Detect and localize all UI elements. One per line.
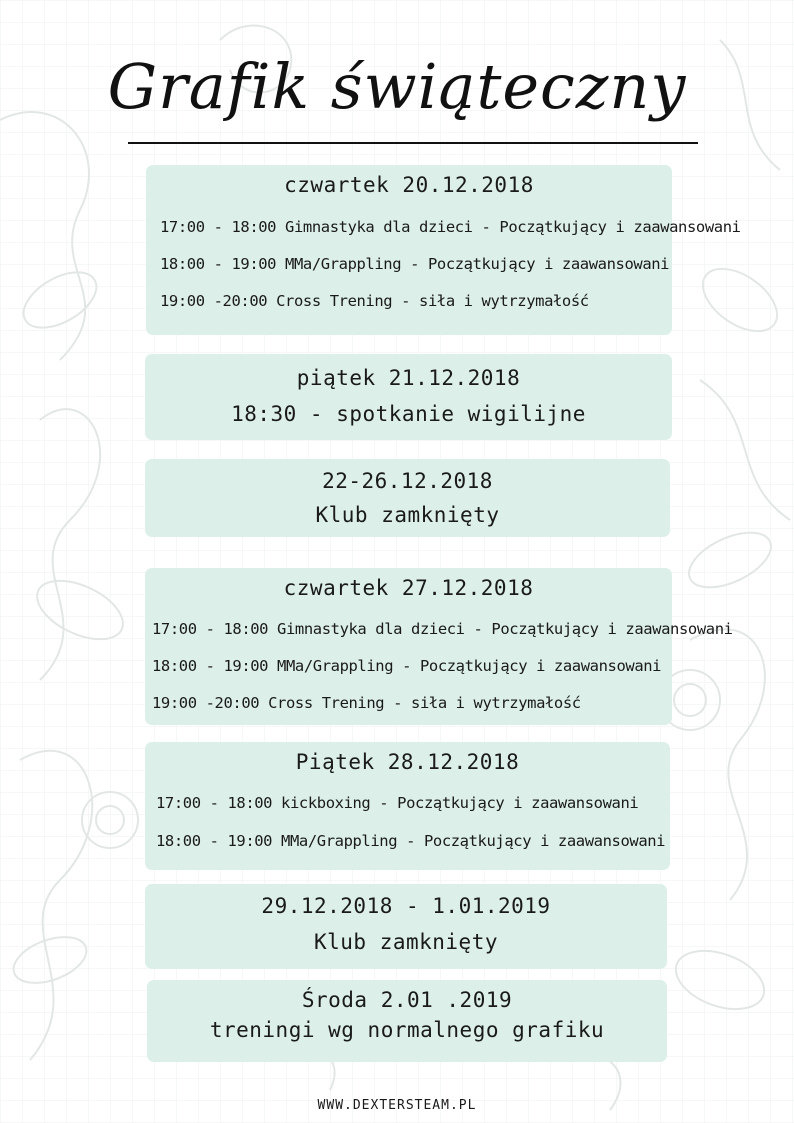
schedule-card-thursday-27 [145,568,733,725]
card-heading: Środa 2.01 .2019 [301,988,513,1012]
schedule-card-wednesday-02 [147,980,667,1062]
card-subtext: Klub zamknięty [315,503,500,527]
card-heading: piątek 21.12.2018 [296,366,521,390]
title-underline [128,142,698,144]
card-heading: 29.12.2018 - 1.01.2019 [261,894,551,918]
schedule-card-thursday-20 [146,165,741,335]
schedule-card-friday-21 [145,354,672,440]
card-subtext: Klub zamknięty [313,930,498,954]
schedule-line: 18:00 - 19:00 MMa/Grappling - Początkujący i zaawansowani [160,255,670,273]
schedule-line: 18:00 - 19:00 MMa/Grappling - Początkujący i zaawansowani [152,657,662,675]
card-heading: czwartek 20.12.2018 [284,173,534,197]
schedule-line: 17:00 - 18:00 Gimnastyka dla dzieci - Początkujący i zaawansowani [152,620,733,638]
schedule-card-closed-22-26 [145,459,670,537]
schedule-line: 17:00 - 18:00 Gimnastyka dla dzieci - Początkujący i zaawansowani [160,218,741,236]
card-heading: czwartek 27.12.2018 [283,576,534,600]
website-link[interactable]: WWW.DEXTERSTEAM.PL [317,1098,477,1113]
schedule-card-closed-29-01 [145,884,667,969]
card-heading: Piątek 28.12.2018 [295,750,520,774]
card-subtext: 18:30 - spotkanie wigilijne [231,402,586,426]
schedule-line: 19:00 -20:00 Cross Trening - siła i wytrzymałość [152,694,581,712]
schedule-card-friday-28 [145,742,670,870]
page-title: Grafik świąteczny [107,50,687,123]
schedule-line: 17:00 - 18:00 kickboxing - Początkujący i zaawansowani [156,794,639,812]
card-heading: 22-26.12.2018 [322,469,493,493]
schedule-line: 18:00 - 19:00 MMa/Grappling - Początkujący i zaawansowani [156,832,666,850]
schedule-line: 19:00 -20:00 Cross Trening - siła i wytrzymałość [160,292,589,310]
card-subtext: treningi wg normalnego grafiku [209,1018,605,1042]
